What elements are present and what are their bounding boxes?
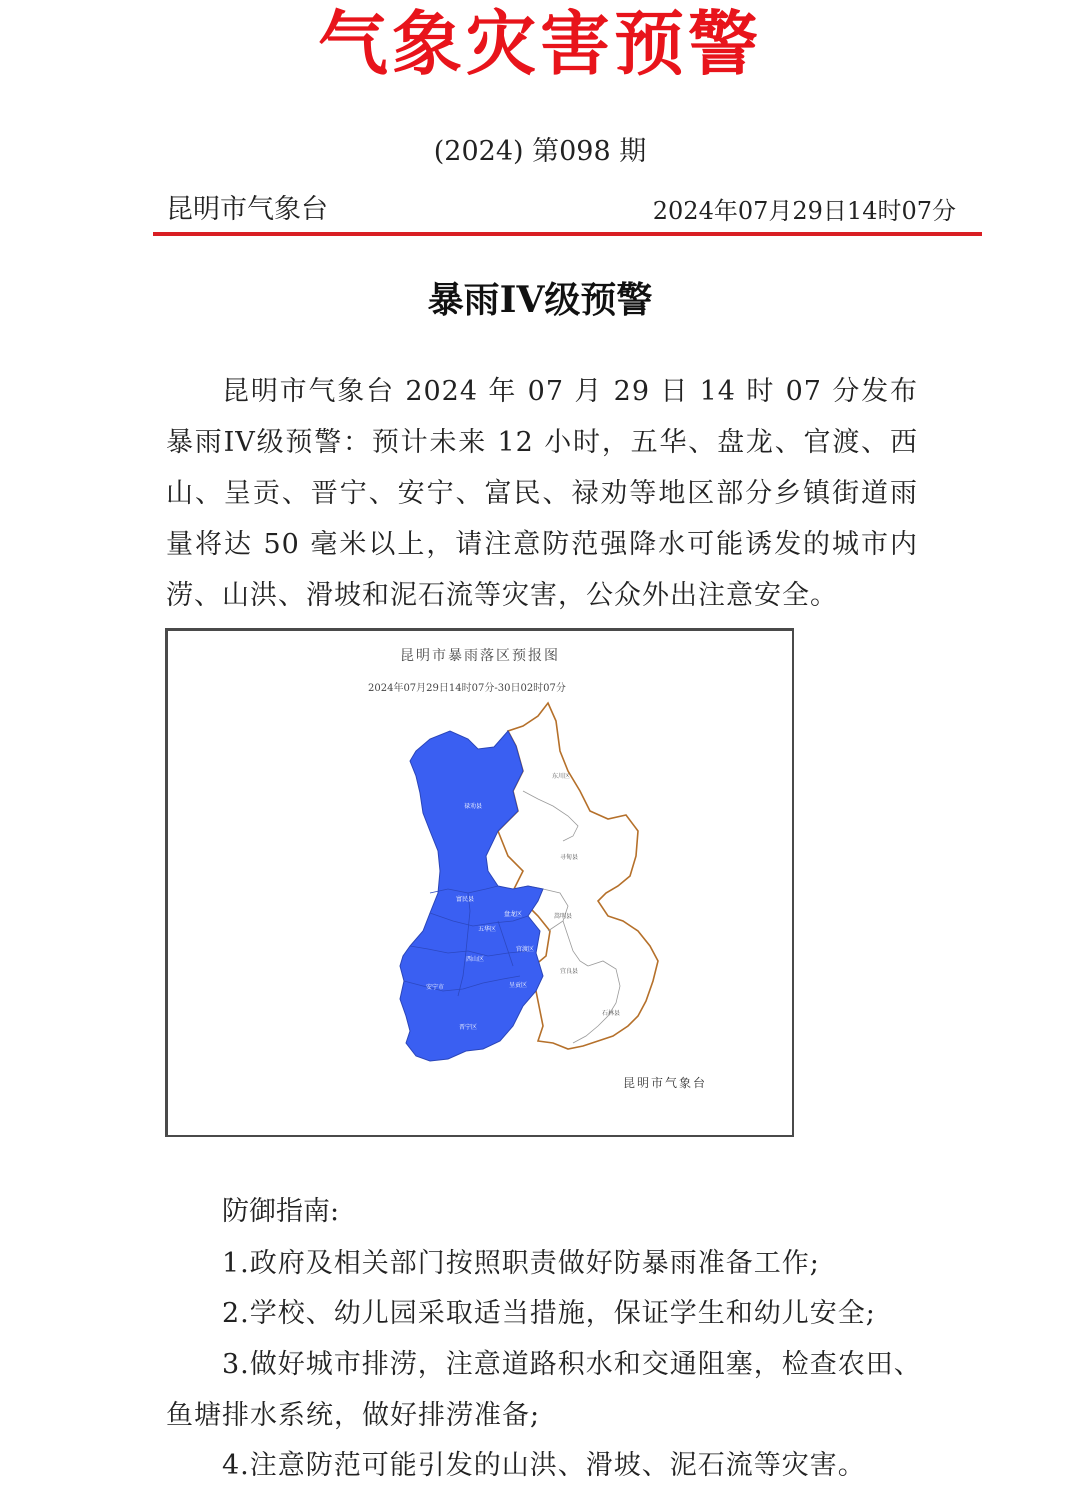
map-label-xundian: 寻甸县 (560, 854, 579, 861)
map-label-jinning: 晋宁区 (459, 1024, 478, 1031)
map-subtitle: 2024年07月29日14时07分-30日02时07分 (368, 683, 566, 694)
map-label-anning: 安宁市 (426, 984, 445, 991)
kunming-map (168, 631, 797, 1140)
guide-item: 1.政府及相关部门按照职责做好防暴雨准备工作; (222, 1248, 820, 1279)
map-label-xishan: 西山区 (466, 956, 485, 963)
warning-headline: 暴雨IV级预警 (427, 279, 653, 321)
map-label-luquan: 禄劝县 (464, 803, 483, 810)
map-label-shilin: 石林县 (602, 1010, 621, 1017)
issue-timestamp: 2024年07月29日14时07分 (652, 197, 956, 225)
masthead-title: 气象灾害预警 (318, 2, 762, 85)
map-credit: 昆明市气象台 (623, 1076, 708, 1090)
map-label-yiliang: 宜良县 (560, 968, 579, 975)
guide-item: 2.学校、幼儿园采取适当措施，保证学生和幼儿安全; (222, 1298, 876, 1329)
map-label-fumin: 富民县 (456, 896, 475, 903)
map-label-guandu: 官渡区 (516, 946, 535, 953)
forecast-map-figure (165, 628, 794, 1137)
map-label-panlong: 盘龙区 (504, 911, 523, 918)
guide-title: 防御指南: (222, 1196, 340, 1227)
map-label-chenggong: 呈贡区 (509, 982, 528, 989)
issue-number: (2024) 第098 期 (433, 136, 647, 167)
map-label-dongchuan: 东川区 (552, 773, 571, 780)
issuer-name: 昆明市气象台 (166, 194, 328, 225)
map-label-wuhua: 五华区 (478, 926, 497, 933)
warning-body: 昆明市气象台 2024 年 07 月 29 日 14 时 07 分发布暴雨IV级预警：预计未来 12 小时，五华、盘龙、官渡、西山、呈贡、晋宁、安宁、富民、禄劝等地区部分乡镇街道雨量将达 50 毫米以上，请注意防范强降水可能诱发的城市内涝、山洪、滑坡和泥石流等灾害，公众外出注意安全。 (166, 376, 918, 611)
map-label-songming: 嵩明县 (554, 913, 573, 920)
header-divider (153, 232, 982, 236)
map-title: 昆明市暴雨落区预报图 (400, 648, 560, 664)
guide-item: 4.注意防范可能引发的山洪、滑坡、泥石流等灾害。 (222, 1450, 866, 1481)
guide-item: 3.做好城市排涝，注意道路积水和交通阻塞，检查农田、鱼塘排水系统，做好排涝准备; (166, 1349, 922, 1431)
